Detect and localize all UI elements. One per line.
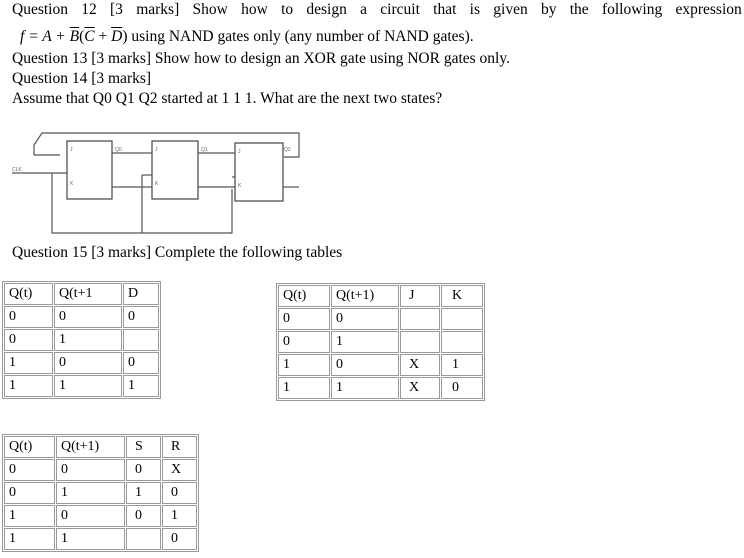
table-cell: 1 [54, 375, 122, 397]
word: to [281, 1, 294, 18]
word: a [360, 1, 368, 18]
table-cell: 0 [4, 306, 53, 328]
formula-b-bar: $\overline{B}$ [69, 28, 80, 45]
header-cell: S [126, 436, 161, 458]
table-row [278, 377, 483, 399]
word: that [433, 1, 457, 18]
word: Question [12, 1, 68, 18]
header-cell: J [400, 285, 440, 307]
table-row [4, 505, 197, 527]
header-cell: Q(t+1 [54, 283, 122, 305]
header-cell: Q(t+1) [331, 285, 399, 307]
word: [3 [110, 1, 123, 18]
word: marks] [136, 1, 180, 18]
table-header-row [4, 436, 197, 458]
table-cell [123, 329, 159, 351]
table-cell: 0 [331, 308, 399, 330]
boolean-expression [12, 27, 474, 47]
d-flipflop-table [2, 281, 161, 399]
sr-flipflop-table [2, 434, 199, 552]
table-cell [126, 528, 161, 550]
clk-label: CLK [12, 167, 22, 173]
pin-label: Q1 [201, 147, 208, 153]
word: how [241, 1, 268, 18]
table-cell: 0 [56, 505, 125, 527]
formula-f: f [20, 28, 25, 45]
table-row [4, 375, 159, 397]
word: circuit [380, 1, 420, 18]
table-cell: 0 [126, 459, 161, 481]
table-cell: 1 [54, 329, 122, 351]
pin-label: Q2 [284, 147, 291, 153]
table-row [4, 306, 159, 328]
pin-label: J [238, 149, 241, 155]
pin-label: J [155, 147, 158, 153]
table-cell: X [400, 377, 440, 399]
pin-label: Q0 [115, 147, 122, 153]
table-cell: 1 [126, 482, 161, 504]
word: given [493, 1, 528, 18]
header-cell: R [162, 436, 197, 458]
table-row [4, 352, 159, 374]
word: expression [675, 1, 742, 18]
formula-close: ) [122, 28, 128, 45]
table-cell: 0 [278, 331, 330, 353]
word: following [601, 1, 663, 18]
formula-tail: using NAND gates only (any number of NAND gates). [127, 28, 474, 45]
table-cell: 0 [4, 482, 55, 504]
table-cell [400, 308, 440, 330]
header-cell: Q(t) [4, 283, 53, 305]
flipflop-1 [152, 141, 198, 199]
feedback-wire [34, 133, 299, 157]
formula-d-bar: $\overline{D}$ [111, 28, 123, 45]
table-cell: 0 [123, 306, 159, 328]
formula-open: ( [79, 28, 85, 45]
flipflop-0 [67, 141, 112, 199]
header-cell: D [123, 283, 159, 305]
pin-label: K [70, 181, 74, 187]
table-cell: 1 [331, 377, 399, 399]
question-13-text: Question 13 [3 marks] Show how to design an XOR gate using NOR gates only. [12, 50, 510, 67]
table-cell: 1 [4, 375, 53, 397]
word: Show [192, 1, 228, 18]
table-cell: 0 [162, 528, 197, 550]
question-15-text: Question 15 [3 marks] Complete the following tables [12, 244, 343, 261]
table-cell: 1 [441, 354, 483, 376]
table-header-row [278, 285, 483, 307]
table-cell: 0 [441, 377, 483, 399]
table-cell: 0 [126, 505, 161, 527]
table-row [4, 459, 197, 481]
pin-label: J [70, 147, 73, 153]
table-cell: 1 [56, 482, 125, 504]
table-cell: 0 [162, 482, 197, 504]
jk-flipflop-table [276, 283, 485, 401]
table-cell: 0 [4, 329, 53, 351]
question-14-text: Assume that Q0 Q1 Q2 started at 1 1 1. What are the next two states? [12, 90, 443, 107]
table-cell: 0 [278, 308, 330, 330]
table-cell: 1 [162, 505, 197, 527]
table-cell: 0 [54, 306, 122, 328]
table-cell: 0 [56, 459, 125, 481]
formula-eq: = A + [24, 28, 70, 45]
table-cell: 1 [278, 377, 330, 399]
table-row [278, 308, 483, 330]
word: by [540, 1, 557, 18]
table-row [4, 482, 197, 504]
table-row [4, 329, 159, 351]
table-row [278, 354, 483, 376]
formula-c-bar: $\overline{C}$ [84, 28, 95, 45]
table-row [4, 528, 197, 550]
table-cell: 0 [123, 352, 159, 374]
table-cell: 1 [278, 354, 330, 376]
word: the [569, 1, 589, 18]
word: is [469, 1, 480, 18]
table-cell: 1 [4, 505, 55, 527]
word: 12 [81, 1, 97, 18]
table-cell: 1 [123, 375, 159, 397]
jk-flipflop-circuit [12, 127, 302, 239]
header-cell: Q(t) [4, 436, 55, 458]
table-cell [400, 331, 440, 353]
table-cell [441, 308, 483, 330]
formula-plus: + [94, 28, 112, 45]
table-cell: X [400, 354, 440, 376]
header-cell: Q(t) [278, 285, 330, 307]
table-cell: 0 [4, 459, 55, 481]
question-12-text [12, 1, 742, 19]
table-header-row [4, 283, 159, 305]
header-cell: K [441, 285, 483, 307]
table-cell: 1 [56, 528, 125, 550]
flipflop-2 [235, 143, 283, 201]
table-cell: 1 [331, 331, 399, 353]
table-cell [441, 331, 483, 353]
word: design [306, 1, 347, 18]
table-cell: X [162, 459, 197, 481]
question-14-title: Question 14 [3 marks] [12, 70, 152, 87]
pin-label: K [155, 181, 159, 187]
table-cell: 0 [331, 354, 399, 376]
table-cell: 1 [4, 352, 53, 374]
table-cell: 0 [54, 352, 122, 374]
pin-label: K [238, 183, 242, 189]
table-cell: 1 [4, 528, 55, 550]
header-cell: Q(t+1) [56, 436, 125, 458]
table-row [278, 331, 483, 353]
